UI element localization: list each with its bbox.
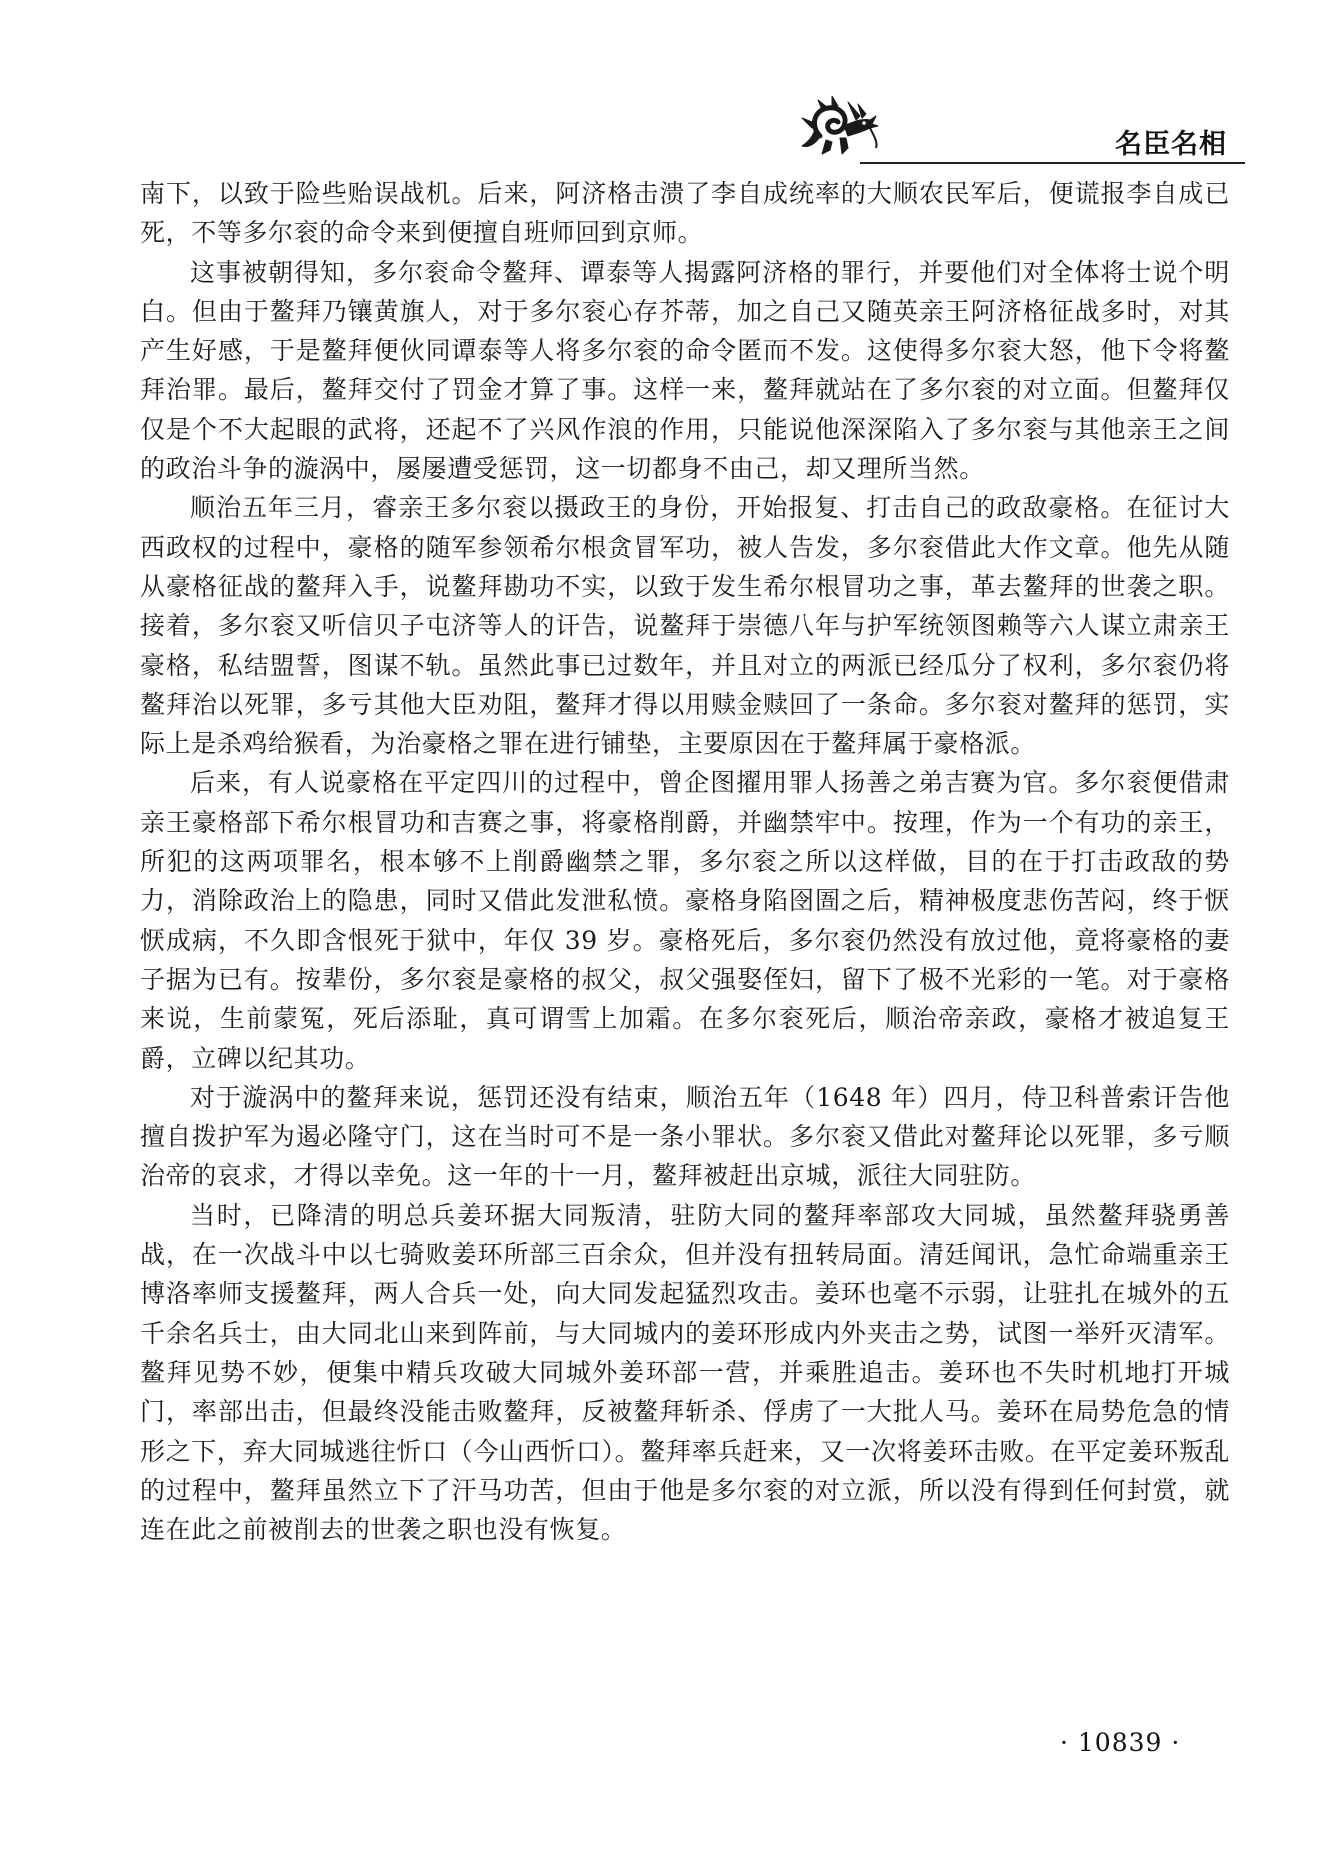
header-title: 名臣名相 (1115, 129, 1227, 160)
paragraph: 南下，以致于险些贻误战机。后来，阿济格击溃了李自成统率的大顺农民军后，便谎报李自成已死，不等多尔衮的命令来到便擅自班师回到京师。 (140, 179, 1230, 248)
body-text (140, 174, 1230, 1549)
page-number: · 10839 · (1060, 1728, 1181, 1757)
paragraph: 当时，已降清的明总兵姜环据大同叛清，驻防大同的鳌拜率部攻大同城，虽然鳌拜骁勇善战，在一次战斗中以七骑败姜环所部三百余众，但并没有扭转局面。清廷闻讯，急忙命端重亲王博洛率师支援鳌拜，两人合兵一处，向大同发起猛烈攻击。姜环也毫不示弱，让驻扎在城外的五千余名兵士，由大同北山来到阵前，与大同城内的姜环形成内外夹击之势，试图一举歼灭清军。鳌拜见势不妙，便集中精兵攻破大同城外姜环部一营，并乘胜追击。姜环也不失时机地打开城门，率部出击，但最终没能击败鳌拜，反被鳌拜斩杀、俘虏了一大批人马。姜环在局势危急的情形之下，弃大同城逃往忻口（今山西忻口）。鳌拜率兵赶来，又一次将姜环击败。在平定姜环叛乱的过程中，鳌拜虽然立下了汗马功苦，但由于他是多尔衮的对立派，所以没有得到任何封赏，就连在此之前被削去的世袭之职也没有恢复。 (140, 1200, 1230, 1545)
paragraph: 这事被朝得知，多尔衮命令鳌拜、谭泰等人揭露阿济格的罪行，并要他们对全体将士说个明白。但由于鳌拜乃镶黄旗人，对于多尔衮心存芥蒂，加之自己又随英亲王阿济格征战多时，对其产生好感，于是鳌拜便伙同谭泰等人将多尔衮的命令匿而不发。这使得多尔衮大怒，他下令将鳌拜治罪。最后，鳌拜交付了罚金才算了事。这样一来，鳌拜就站在了多尔衮的对立面。但鳌拜仅仅是个不大起眼的武将，还起不了兴风作浪的作用，只能说他深深陷入了多尔衮与其他亲王之间的政治斗争的漩涡中，屡屡遭受惩罚，这一切都身不由己，却又理所当然。 (140, 257, 1230, 484)
paragraph: 后来，有人说豪格在平定四川的过程中，曾企图擢用罪人扬善之弟吉赛为官。多尔衮便借肃亲王豪格部下希尔根冒功和吉赛之事，将豪格削爵，并幽禁牢中。按理，作为一个有功的亲王，所犯的这两项罪名，根本够不上削爵幽禁之罪，多尔衮之所以这样做，目的在于打击政敌的势力，消除政治上的隐患，同时又借此发泄私愤。豪格身陷囹圄之后，精神极度悲伤苦闷，终于恹恹成病，不久即含恨死于狱中，年仅 39 岁。豪格死后，多尔衮仍然没有放过他，竟将豪格的妻子据为已有。按辈份，多尔衮是豪格的叔父，叔父强娶侄妇，留下了极不光彩的一笔。对于豪格来说，生前蒙冤，死后添耻，真可谓雪上加霜。在多尔衮死后，顺治帝亲政，豪格才被追复王爵，立碑以纪其功。 (140, 768, 1230, 1073)
running-header (790, 96, 1245, 166)
paragraph: 对于漩涡中的鳌拜来说，惩罚还没有结束，顺治五年（1648 年）四月，侍卫科普索讦告他擅自拨护军为遏必隆守门，这在当时可不是一条小罪状。多尔衮又借此对鳌拜论以死罪，多亏顺治帝的哀求，才得以幸免。这一年的十一月，鳌拜被赶出京城，派往大同驻防。 (140, 1082, 1230, 1191)
header-rule (860, 162, 1245, 164)
dragon-icon (800, 96, 880, 162)
paragraph: 顺治五年三月，睿亲王多尔衮以摄政王的身份，开始报复、打击自己的政敌豪格。在征讨大西政权的过程中，豪格的随军参领希尔根贪冒军功，被人告发，多尔衮借此大作文章。他先从随从豪格征战的鳌拜入手，说鳌拜勘功不实，以致于发生希尔根冒功之事，革去鳌拜的世袭之职。接着，多尔衮又听信贝子屯济等人的讦告，说鳌拜于崇德八年与护军统领图赖等六人谋立肃亲王豪格，私结盟誓，图谋不轨。虽然此事已过数年，并且对立的两派已经瓜分了权利，多尔衮仍将鳌拜治以死罪，多亏其他大臣劝阻，鳌拜才得以用赎金赎回了一条命。多尔衮对鳌拜的惩罚，实际上是杀鸡给猴看，为治豪格之罪在进行铺垫，主要原因在于鳌拜属于豪格派。 (140, 493, 1230, 759)
